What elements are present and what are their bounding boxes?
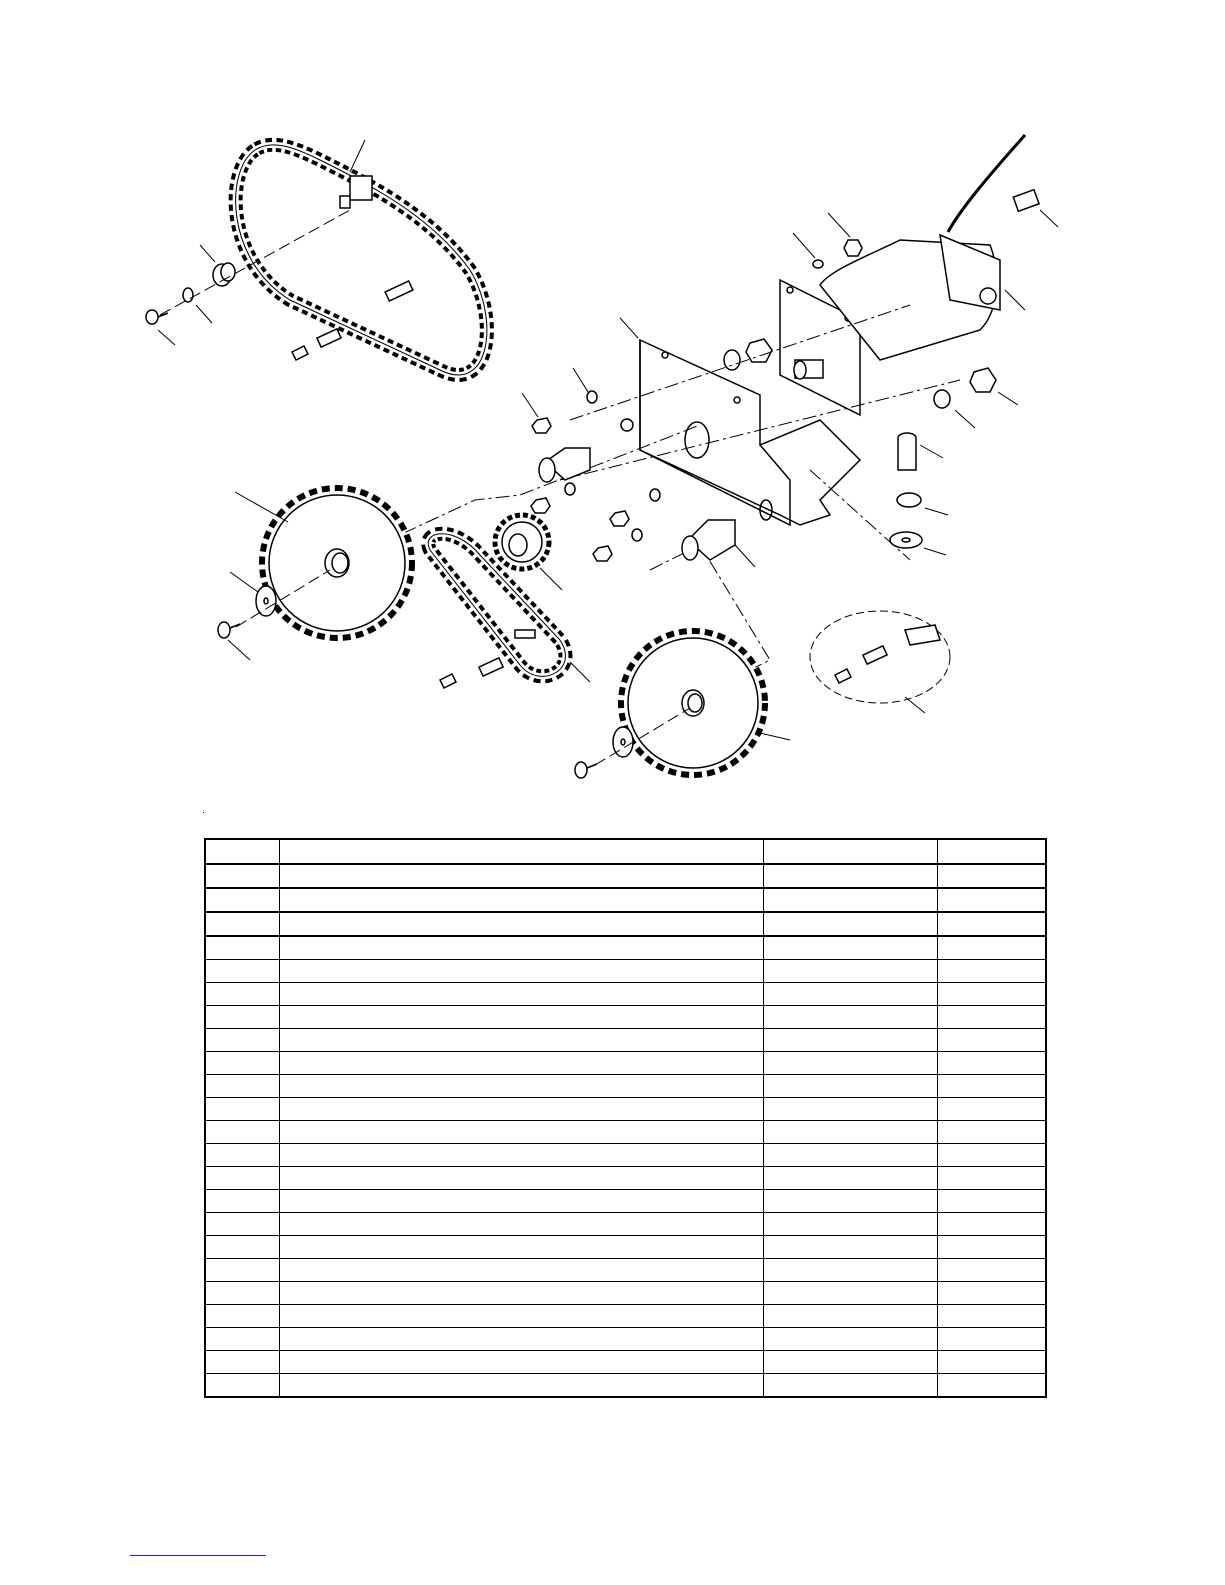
screw-right-lower (575, 762, 597, 778)
table-row (205, 1305, 1046, 1328)
table-cell (763, 1167, 937, 1190)
short-chain (428, 534, 565, 688)
shaft-stud-right (682, 520, 735, 560)
table-row (205, 1282, 1046, 1305)
header-item (205, 839, 279, 864)
table-cell (205, 960, 279, 983)
table-cell (279, 1351, 763, 1374)
table-cell (205, 888, 279, 912)
table-row (205, 1213, 1046, 1236)
small-washer-left (183, 288, 193, 302)
table-cell (937, 1052, 1046, 1075)
table-cell (279, 1098, 763, 1121)
table-cell (279, 1305, 763, 1328)
table-row (205, 912, 1046, 936)
table-cell (279, 1328, 763, 1351)
table-row (205, 1236, 1046, 1259)
table-cell (937, 1259, 1046, 1282)
table-cell (763, 936, 937, 960)
table-cell (279, 1213, 763, 1236)
table-cell (937, 1098, 1046, 1121)
table-row (205, 1167, 1046, 1190)
table-cell (763, 1236, 937, 1259)
table-cell (763, 1121, 937, 1144)
table-cell (205, 936, 279, 960)
table-cell (937, 983, 1046, 1006)
shaft-stud-left (539, 448, 590, 482)
table-row (205, 1098, 1046, 1121)
parts-table (204, 838, 1047, 1398)
table-cell (205, 1328, 279, 1351)
table-row (205, 1259, 1046, 1282)
table-cell (763, 1305, 937, 1328)
table-cell (205, 1282, 279, 1305)
table-cell (937, 1236, 1046, 1259)
table-cell (205, 1075, 279, 1098)
table-cell (937, 1351, 1046, 1374)
table-cell (763, 1190, 937, 1213)
table-cell (937, 1374, 1046, 1398)
small-sprocket (495, 515, 549, 569)
flat-washer (890, 532, 922, 548)
table-cell (205, 1236, 279, 1259)
table-cell (937, 936, 1046, 960)
stray-dot (203, 812, 204, 813)
table-cell (279, 1190, 763, 1213)
table-cell (763, 888, 937, 912)
table-cell (279, 936, 763, 960)
table-cell (763, 1259, 937, 1282)
table-cell (205, 1006, 279, 1029)
table-cell (279, 1121, 763, 1144)
large-sprocket-left (262, 488, 412, 638)
table-row (205, 1328, 1046, 1351)
footer-link-underline (130, 1555, 266, 1556)
table-header-row (205, 839, 1046, 864)
header-quantity (937, 839, 1046, 864)
table-row (205, 1006, 1046, 1029)
table-cell (763, 1075, 937, 1098)
table-row (205, 1190, 1046, 1213)
header-description (279, 839, 763, 864)
table-cell (279, 983, 763, 1006)
table-cell (279, 912, 763, 936)
table-cell (763, 1328, 937, 1351)
table-row (205, 888, 1046, 912)
table-cell (205, 864, 279, 888)
table-row (205, 983, 1046, 1006)
header-part-number (763, 839, 937, 864)
table-row (205, 936, 1046, 960)
motor-connector (1013, 190, 1039, 212)
spacer-bushing (213, 263, 235, 286)
table-cell (205, 1121, 279, 1144)
table-cell (279, 1236, 763, 1259)
long-drive-chain (236, 145, 487, 375)
table-cell (937, 1006, 1046, 1029)
table-cell (763, 960, 937, 983)
parts-table-body (205, 864, 1046, 1397)
table-cell (205, 912, 279, 936)
table-cell (937, 1167, 1046, 1190)
table-cell (763, 1052, 937, 1075)
table-cell (279, 1144, 763, 1167)
table-cell (205, 1098, 279, 1121)
table-cell (205, 1144, 279, 1167)
table-cell (279, 1052, 763, 1075)
table-cell (763, 1351, 937, 1374)
table-cell (205, 1351, 279, 1374)
table-row (205, 960, 1046, 983)
table-cell (763, 1006, 937, 1029)
table-row (205, 864, 1046, 888)
table-cell (279, 888, 763, 912)
table-cell (279, 1374, 763, 1398)
table-cell (763, 1029, 937, 1052)
table-cell (205, 1305, 279, 1328)
table-row (205, 1144, 1046, 1167)
table-cell (763, 1144, 937, 1167)
table-cell (937, 1213, 1046, 1236)
table-cell (279, 960, 763, 983)
screw-left-lower (218, 622, 240, 638)
table-cell (763, 983, 937, 1006)
table-cell (205, 1052, 279, 1075)
table-cell (205, 1029, 279, 1052)
table-cell (937, 1075, 1046, 1098)
table-cell (937, 1144, 1046, 1167)
table-row (205, 1052, 1046, 1075)
table-cell (937, 1121, 1046, 1144)
master-link-kit (810, 611, 950, 703)
socket-cap-screw (898, 433, 916, 470)
table-row (205, 1029, 1046, 1052)
table-cell (937, 1328, 1046, 1351)
table-cell (279, 864, 763, 888)
table-cell (279, 1167, 763, 1190)
table-cell (937, 1190, 1046, 1213)
table-cell (937, 912, 1046, 936)
table-cell (205, 983, 279, 1006)
table-cell (763, 864, 937, 888)
large-sprocket-right (621, 631, 765, 775)
table-cell (279, 1075, 763, 1098)
table-cell (763, 1213, 937, 1236)
table-cell (205, 1374, 279, 1398)
table-cell (763, 912, 937, 936)
table-row (205, 1075, 1046, 1098)
table-cell (763, 1374, 937, 1398)
table-cell (279, 1006, 763, 1029)
table-cell (205, 1259, 279, 1282)
table-cell (937, 1282, 1046, 1305)
table-cell (279, 1029, 763, 1052)
table-cell (937, 888, 1046, 912)
table-row (205, 1374, 1046, 1398)
table-cell (937, 1305, 1046, 1328)
table-cell (937, 1029, 1046, 1052)
table-cell (937, 960, 1046, 983)
large-washer-left (256, 586, 276, 616)
table-cell (763, 1098, 937, 1121)
table-cell (205, 1167, 279, 1190)
table-cell (279, 1259, 763, 1282)
table-cell (205, 1213, 279, 1236)
table-cell (205, 1190, 279, 1213)
table-cell (763, 1282, 937, 1305)
table-cell (937, 864, 1046, 888)
table-row (205, 1121, 1046, 1144)
table-row (205, 1351, 1046, 1374)
table-cell (279, 1282, 763, 1305)
